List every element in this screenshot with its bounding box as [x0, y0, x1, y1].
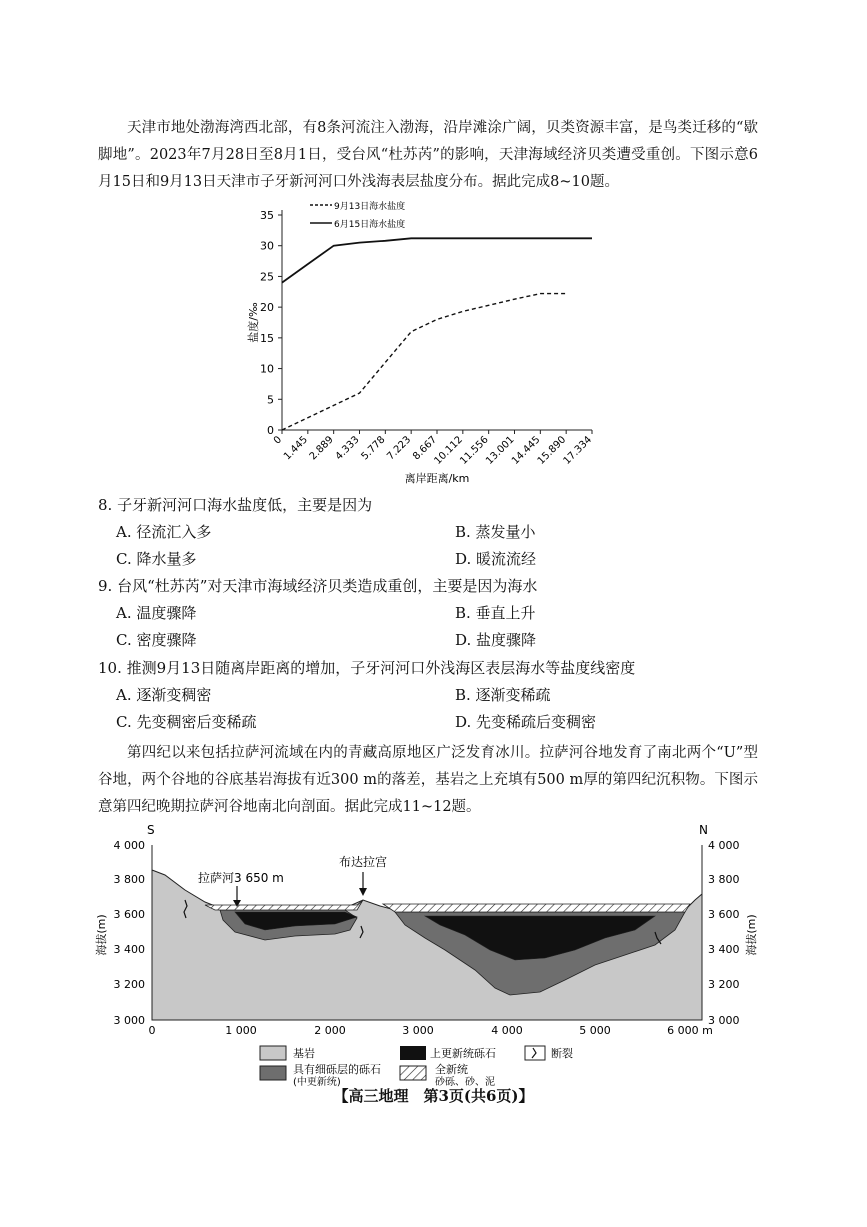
y-tick-label: 30	[260, 239, 274, 253]
y-axis-title: 盐度/‰	[247, 302, 260, 343]
q9-option-b[interactable]: B. 垂直上升	[455, 604, 536, 622]
x-tick-label: 1.445	[281, 434, 310, 463]
q10-option-c[interactable]: C. 先变稠密后变稀疏	[116, 713, 257, 731]
series-line-jun15	[282, 238, 592, 282]
y-tick-left-3400: 3 400	[113, 943, 145, 956]
q9-stem: 9. 台风“杜苏芮”对天津市海域经济贝类造成重创，主要是因为海水	[98, 577, 538, 595]
y-axis-label-right: 海拔(m)	[745, 914, 758, 956]
q10-option-a[interactable]: A. 逐渐变稠密	[116, 686, 212, 704]
legend-label: 6月15日海水盐度	[334, 220, 406, 230]
y-tick-left-3000: 3 000	[113, 1014, 145, 1027]
y-axis-label-left: 海拔(m)	[95, 914, 108, 956]
x-tick-label: 15.890	[535, 434, 569, 467]
south-label: S	[147, 823, 155, 837]
x-axis-title: 离岸距离/km	[404, 472, 470, 485]
holocene-south	[205, 900, 363, 910]
y-tick-right-3800: 3 800	[708, 873, 740, 886]
x-tick-label: 5.778	[359, 434, 388, 463]
x-tick-0: 0	[148, 1024, 156, 1037]
legend-fault-swatch	[525, 1046, 545, 1060]
intro-paragraph-2: 第四纪以来包括拉萨河流域在内的青藏高原地区广泛发育冰川。拉萨河谷地发育了南北两个“U”型谷地，两个谷地的谷底基岩海拔有近300 m的落差，基岩之上充填有500 m厚的第四纪沉积物。下图示意第四纪晚期拉萨河谷地南北向剖面。据此完成11~12题。	[98, 745, 758, 815]
x-tick-label: 10.112	[432, 434, 465, 467]
salinity-chart	[230, 195, 630, 490]
x-tick-2000: 2 000	[314, 1024, 346, 1037]
legend-holocene-label-1: 全新统	[435, 1063, 468, 1076]
legend-fault-label: 断裂	[551, 1047, 573, 1060]
y-tick-label: 25	[260, 270, 274, 284]
q8-stem: 8. 子牙新河河口海水盐度低，主要是因为	[98, 496, 373, 514]
legend-gravel-swatch	[260, 1066, 286, 1080]
x-tick-label: 7.223	[385, 434, 414, 463]
page-footer: 【高三地理 第3页(共6页)】	[333, 1087, 534, 1105]
x-tick-5000: 5 000	[579, 1024, 611, 1037]
x-tick-4000: 4 000	[491, 1024, 523, 1037]
legend-gravel-label-1: 具有细砾层的砾石	[293, 1063, 381, 1076]
legend-bedrock-label: 基岩	[293, 1047, 315, 1060]
y-tick-right-3200: 3 200	[708, 978, 740, 991]
x-tick-3000: 3 000	[402, 1024, 434, 1037]
y-tick-label: 0	[267, 424, 274, 437]
legend-holocene-swatch	[400, 1066, 426, 1080]
y-tick-label: 35	[260, 209, 274, 222]
legend-bedrock-swatch	[260, 1046, 286, 1060]
q10-option-d[interactable]: D. 先变稀疏后变稠密	[455, 713, 597, 731]
x-tick-label: 17.334	[561, 434, 595, 467]
series-line-sep13	[282, 294, 566, 430]
legend-upper-label: 上更新统砾石	[430, 1047, 496, 1060]
intro-paragraph-1: 天津市地处渤海湾西北部，有8条河流注入渤海，沿岸滩涂广阔，贝类资源丰富，是鸟类迁移的“歇脚地”。2023年7月28日至8月1日，受台风“杜苏芮”的影响，天津海域经济贝类遭受重创。下图示意6月15日和9月13日天津市子牙新河河口外浅海表层盐度分布。据此完成8~10题。	[98, 120, 758, 190]
river-label: 拉萨河3 650 m	[198, 871, 284, 885]
y-tick-left-3800: 3 800	[113, 873, 145, 886]
x-tick-1000: 1 000	[225, 1024, 257, 1037]
y-tick-label: 15	[260, 331, 274, 345]
y-tick-right-3000: 3 000	[708, 1014, 740, 1027]
y-tick-label: 10	[260, 362, 274, 376]
q8-option-b[interactable]: B. 蒸发量小	[455, 523, 536, 541]
x-tick-label: 2.889	[307, 434, 336, 463]
legend-label: 9月13日海水盐度	[334, 202, 406, 212]
y-tick-right-3400: 3 400	[708, 943, 740, 956]
north-label: N	[699, 823, 708, 837]
palace-arrowhead	[359, 888, 367, 896]
x-tick-label: 11.556	[458, 434, 491, 467]
x-tick-label: 13.001	[484, 434, 517, 467]
x-tick-label: 14.445	[509, 434, 543, 467]
q10-option-b[interactable]: B. 逐渐变稀疏	[455, 686, 551, 704]
holocene-north	[383, 904, 690, 912]
q9-option-d[interactable]: D. 盐度骤降	[455, 631, 537, 649]
q10-stem: 10. 推测9月13日随离岸距离的增加，子牙河河口外浅海区表层海水等盐度线密度	[98, 659, 636, 677]
x-tick-label: 4.333	[333, 434, 362, 463]
lhasa-valley-profile	[95, 820, 775, 1088]
y-tick-label: 20	[260, 301, 274, 315]
x-tick-label: 0	[271, 434, 285, 447]
y-tick-right-4000: 4 000	[708, 839, 740, 852]
x-tick-label: 8.667	[411, 434, 440, 463]
legend-holocene-label-2: 砂砾、砂、泥	[435, 1077, 495, 1088]
y-tick-label: 5	[267, 393, 274, 407]
q8-option-d[interactable]: D. 暖流流经	[455, 550, 537, 568]
palace-label: 布达拉宫	[338, 855, 388, 869]
q8-option-a[interactable]: A. 径流汇入多	[116, 523, 212, 541]
q9-option-c[interactable]: C. 密度骤降	[116, 631, 197, 649]
y-tick-left-4000: 4 000	[113, 839, 145, 852]
y-tick-left-3600: 3 600	[113, 908, 145, 921]
y-tick-right-3600: 3 600	[708, 908, 740, 921]
legend-upper-swatch	[400, 1046, 426, 1060]
q9-option-a[interactable]: A. 温度骤降	[116, 604, 197, 622]
legend-gravel-label-2: (中更新统)	[293, 1077, 341, 1088]
x-tick-6000: 6 000 m	[667, 1024, 713, 1037]
q8-option-c[interactable]: C. 降水量多	[116, 550, 197, 568]
y-tick-left-3200: 3 200	[113, 978, 145, 991]
